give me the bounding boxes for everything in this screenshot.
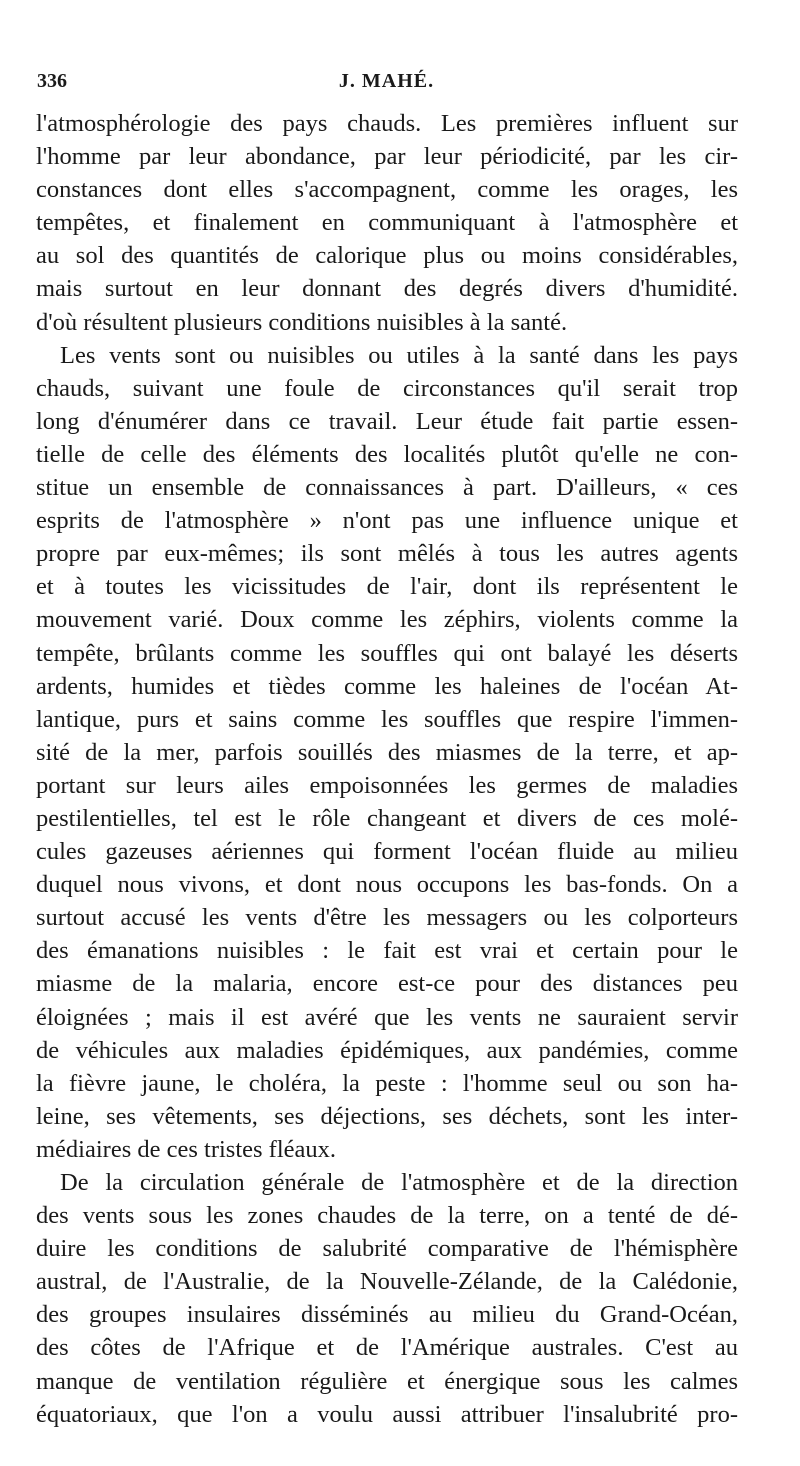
text-line: tempêtes, et finalement en communiquant à l'atmosphère et (36, 209, 738, 237)
text-line: cules gazeuses aériennes qui forment l'océan fluide au milieu (36, 838, 738, 866)
text-line: tielle de celle des éléments des localités plutôt qu'elle ne con- (36, 440, 738, 468)
text-line: surtout accusé les vents d'être les messagers ou les colporteurs (36, 904, 738, 932)
text-line: mais surtout en leur donnant des degrés divers d'humidité. (36, 275, 738, 303)
text-line: mouvement varié. Doux comme les zéphirs, violents comme la (36, 606, 738, 634)
text-line: l'atmosphérologie des pays chauds. Les premières influent sur (36, 110, 738, 137)
page-header (37, 70, 736, 98)
text-line: pestilentielles, tel est le rôle changeant et divers de ces molé- (36, 804, 738, 832)
text-line: la fièvre jaune, le choléra, la peste : l'homme seul ou son ha- (36, 1069, 738, 1097)
text-line: leine, ses vêtements, ses déjections, ses déchets, sont les inter- (36, 1102, 738, 1130)
text-line: duire les conditions de salubrité comparative de l'hémisphère (36, 1235, 738, 1263)
page-number: 336 (37, 70, 67, 92)
text-line: des groupes insulaires disséminés au milieu du Grand-Océan, (36, 1301, 738, 1329)
paragraph-first-line: Les vents sont ou nuisibles ou utiles à la santé dans les pays (60, 341, 738, 369)
text-line: portant sur leurs ailes empoisonnées les germes de maladies (36, 771, 738, 799)
text-line: propre par eux-mêmes; ils sont mêlés à tous les autres agents (36, 540, 738, 568)
text-line: de véhicules aux maladies épidémiques, aux pandémies, comme (36, 1036, 738, 1064)
text-line: l'homme par leur abondance, par leur périodicité, par les cir- (36, 143, 738, 171)
text-line: chauds, suivant une foule de circonstances qu'il serait trop (36, 374, 738, 402)
text-line: lantique, purs et sains comme les souffles que respire l'immen- (36, 705, 738, 733)
paragraph-first-line: De la circulation générale de l'atmosphère et de la direction (60, 1169, 738, 1196)
text-line: et à toutes les vicissitudes de l'air, dont ils représentent le (36, 573, 738, 601)
text-line: austral, de l'Australie, de la Nouvelle-Zélande, de la Calédonie, (36, 1268, 738, 1296)
text-line: duquel nous vivons, et dont nous occupons les bas-fonds. On a (36, 871, 738, 899)
text-line: sité de la mer, parfois souillés des miasmes de la terre, et ap- (36, 738, 738, 766)
text-line: des vents sous les zones chaudes de la terre, on a tenté de dé- (36, 1202, 738, 1230)
text-line: ardents, humides et tièdes comme les haleines de l'océan At- (36, 672, 738, 700)
text-line: des émanations nuisibles : le fait est vrai et certain pour le (36, 937, 738, 965)
text-line: au sol des quantités de calorique plus ou moins considérables, (36, 242, 738, 270)
text-line: manque de ventilation régulière et énergique sous les calmes (36, 1367, 738, 1395)
text-line: esprits de l'atmosphère » n'ont pas une influence unique et (36, 507, 738, 535)
text-line: constances dont elles s'accompagnent, comme les orages, les (36, 176, 738, 204)
text-line: stitue un ensemble de connaissances à part. D'ailleurs, « ces (36, 474, 738, 502)
text-line: long d'énumérer dans ce travail. Leur étude fait partie essen- (36, 407, 738, 435)
body-text (36, 107, 738, 1431)
text-line: des côtes de l'Afrique et de l'Amérique australes. C'est au (36, 1334, 738, 1362)
text-line: équatoriaux, que l'on a voulu aussi attribuer l'insalubrité pro- (36, 1400, 738, 1428)
text-line: éloignées ; mais il est avéré que les vents ne sauraient servir (36, 1003, 738, 1031)
running-head: J. MAHÉ. (338, 70, 435, 92)
text-line: miasme de la malaria, encore est-ce pour des distances peu (36, 970, 738, 998)
paragraph-last-line: d'où résultent plusieurs conditions nuisibles à la santé. (36, 308, 568, 336)
text-line: tempête, brûlants comme les souffles qui ont balayé les déserts (36, 639, 738, 667)
paragraph-last-line: médiaires de ces tristes fléaux. (36, 1135, 337, 1163)
